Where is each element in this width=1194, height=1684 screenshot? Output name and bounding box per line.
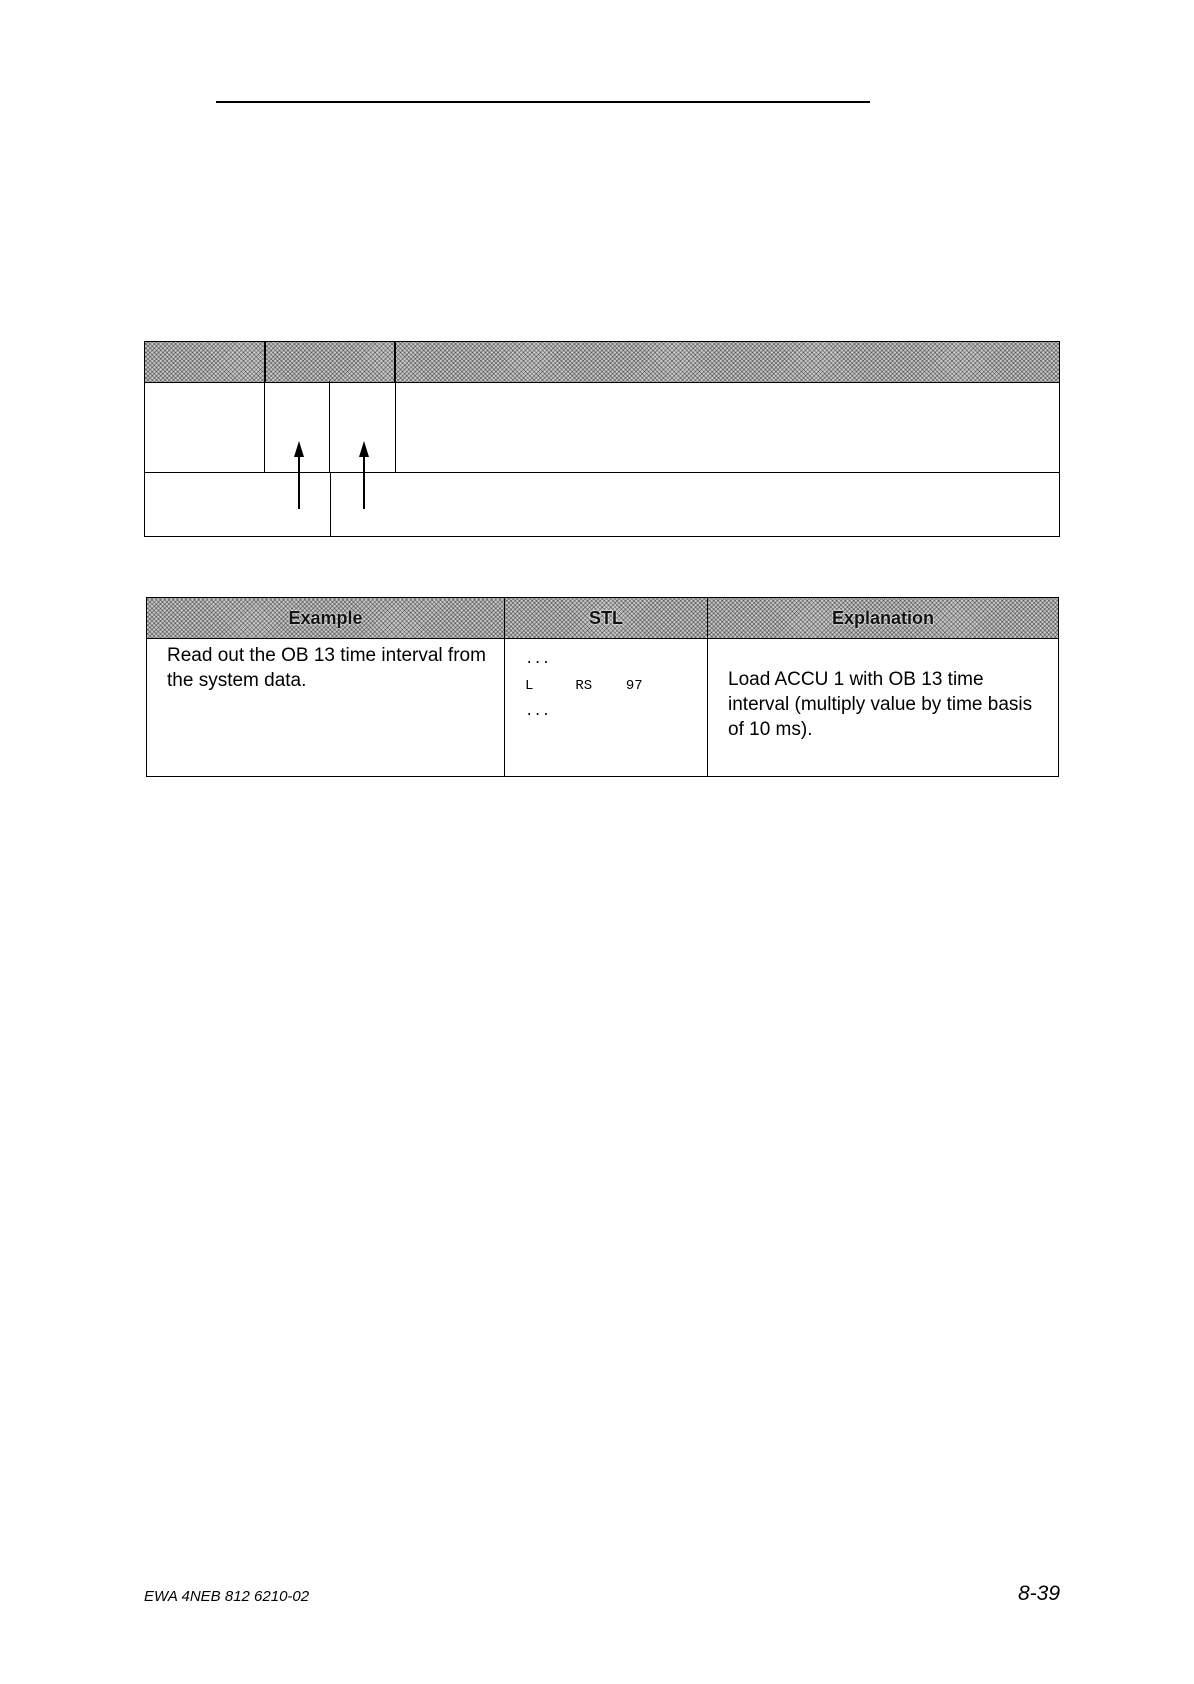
format-header-divider-1 [264,341,266,383]
explanation-text: Load ACCU 1 with OB 13 time interval (multiply value by time basis of 10 ms). [728,669,1033,740]
format-diagram [144,341,1060,537]
stl-line: L RS 97 [525,678,643,694]
format-field-left [144,381,266,473]
arrow-shaft [363,455,365,509]
stl-cell [505,639,708,777]
format-bottom-left [144,472,331,537]
footer-page-number: 8-39 [1017,1582,1060,1605]
stl-line: ... [525,704,551,720]
arrow-shaft [298,455,300,509]
header-example: Example [147,598,505,639]
example-table [146,597,1059,777]
format-header-divider-2 [394,341,396,383]
header-explanation: Explanation [708,598,1059,639]
example-table-header-row [147,598,1059,639]
top-rule [216,101,870,103]
explanation-cell [708,639,1059,777]
example-text: Read out the OB 13 time interval from the system data. [167,645,486,691]
header-stl: STL [505,598,708,639]
example-table-row [147,639,1059,777]
footer-doc-id: EWA 4NEB 812 6210-02 [144,1588,310,1605]
format-field-right [395,381,1060,473]
example-cell [147,639,505,777]
format-header-row [144,341,1060,383]
stl-code [505,639,707,725]
stl-line: ... [525,652,551,668]
format-field-nibble-1 [264,381,330,473]
format-bottom-right [330,472,1060,537]
